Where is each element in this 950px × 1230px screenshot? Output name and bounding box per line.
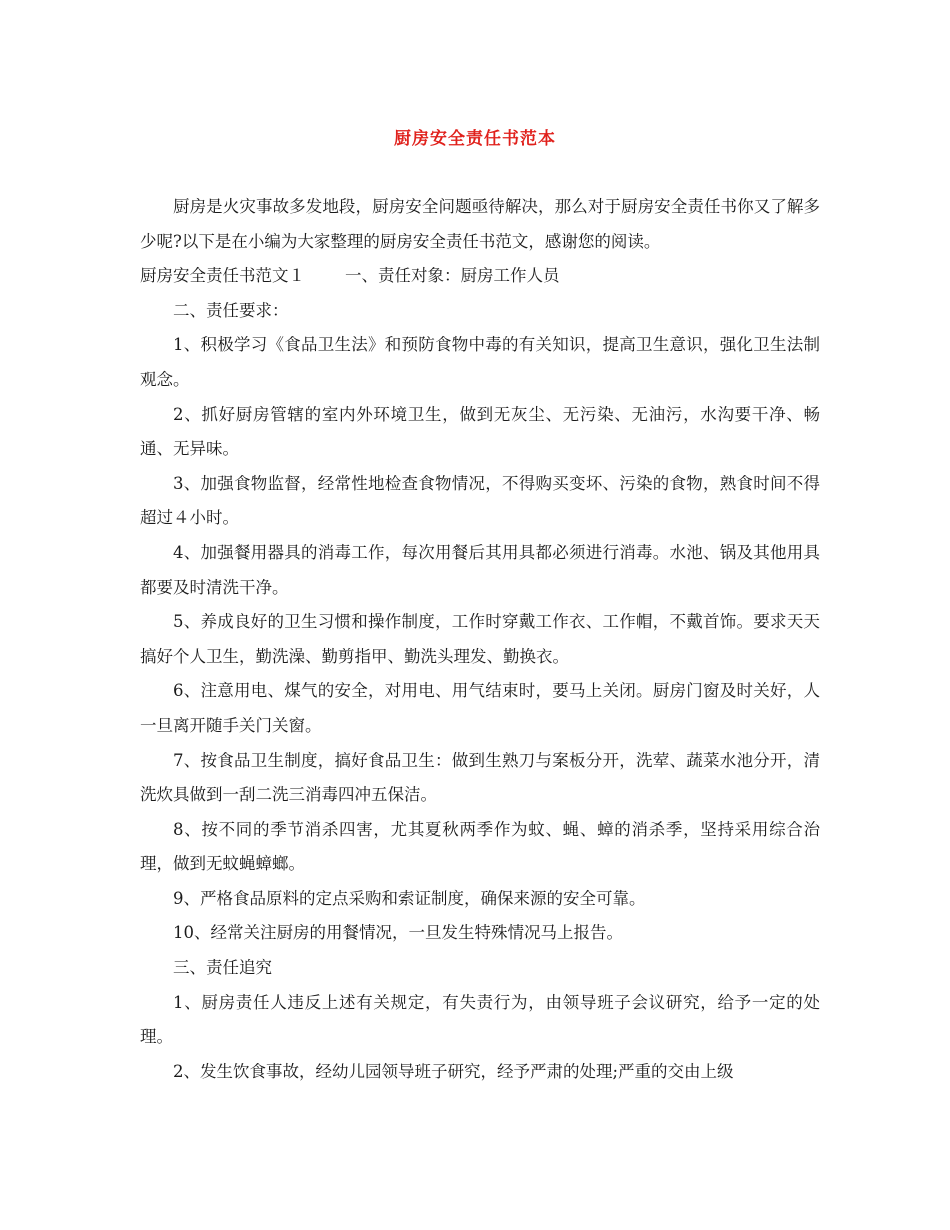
document-body <box>140 190 820 1089</box>
requirement-item: 1、积极学习《食品卫生法》和预防食物中毒的有关知识，提高卫生意识，强化卫生法制观念。 <box>140 335 820 389</box>
requirement-item: 4、加强餐用器具的消毒工作，每次用餐后其用具都必须进行消毒。水池、锅及其他用具都要及时清洗干净。 <box>140 542 820 597</box>
section-2-heading: 二、责任要求： <box>173 300 289 320</box>
requirement-item: 8、按不同的季节消杀四害，尤其夏秋两季作为蚊、蝇、蟑的消杀季，坚持采用综合治理，做到无蚊蝇蟑螂。 <box>140 819 820 874</box>
requirement-item: 2、抓好厨房管辖的室内外环境卫生，做到无灰尘、无污染、无油污，水沟要干净、畅通、无异味。 <box>140 404 820 459</box>
requirement-item: 6、注意用电、煤气的安全，对用电、用气结束时，要马上关闭。厨房门窗及时关好，人一旦离开随手关门关窗。 <box>140 681 820 735</box>
accountability-item: 2、发生饮食事故，经幼儿园领导班子研究，经予严肃的处理;严重的交由上级 <box>173 1061 734 1081</box>
requirement-item: 10、经常关注厨房的用餐情况，一旦发生特殊情况马上报告。 <box>173 923 623 943</box>
requirement-item: 7、按食品卫生制度，搞好食品卫生：做到生熟刀与案板分开，洗荤、蔬菜水池分开，清洗炊具做到一刮二洗三消毒四冲五保洁。 <box>140 750 820 805</box>
sample-heading: 厨房安全责任书范文１ <box>140 266 305 286</box>
requirement-item: 5、养成良好的卫生习惯和操作制度，工作时穿戴工作衣、工作帽，不戴首饰。要求天天搞好个人卫生，勤洗澡、勤剪指甲、勤洗头理发、勤换衣。 <box>140 612 820 666</box>
section-1-heading: 一、责任对象：厨房工作人员 <box>345 266 560 286</box>
document-title: 厨房安全责任书范本 <box>394 129 556 149</box>
requirement-item: 9、严格食品原料的定点采购和索证制度，确保来源的安全可靠。 <box>173 888 646 908</box>
section-3-heading: 三、责任追究 <box>173 958 272 978</box>
accountability-item: 1、厨房责任人违反上述有关规定，有失责行为，由领导班子会议研究，给予一定的处理。 <box>140 992 820 1047</box>
sample-heading-line <box>140 259 820 294</box>
intro-paragraph: 厨房是火灾事故多发地段，厨房安全问题亟待解决，那么对于厨房安全责任书你又了解多少呢?以下是在小编为大家整理的厨房安全责任书范文，感谢您的阅读。 <box>140 197 820 251</box>
requirement-item: 3、加强食物监督，经常性地检查食物情况，不得购买变坏、污染的食物，熟食时间不得超过４小时。 <box>140 473 820 528</box>
